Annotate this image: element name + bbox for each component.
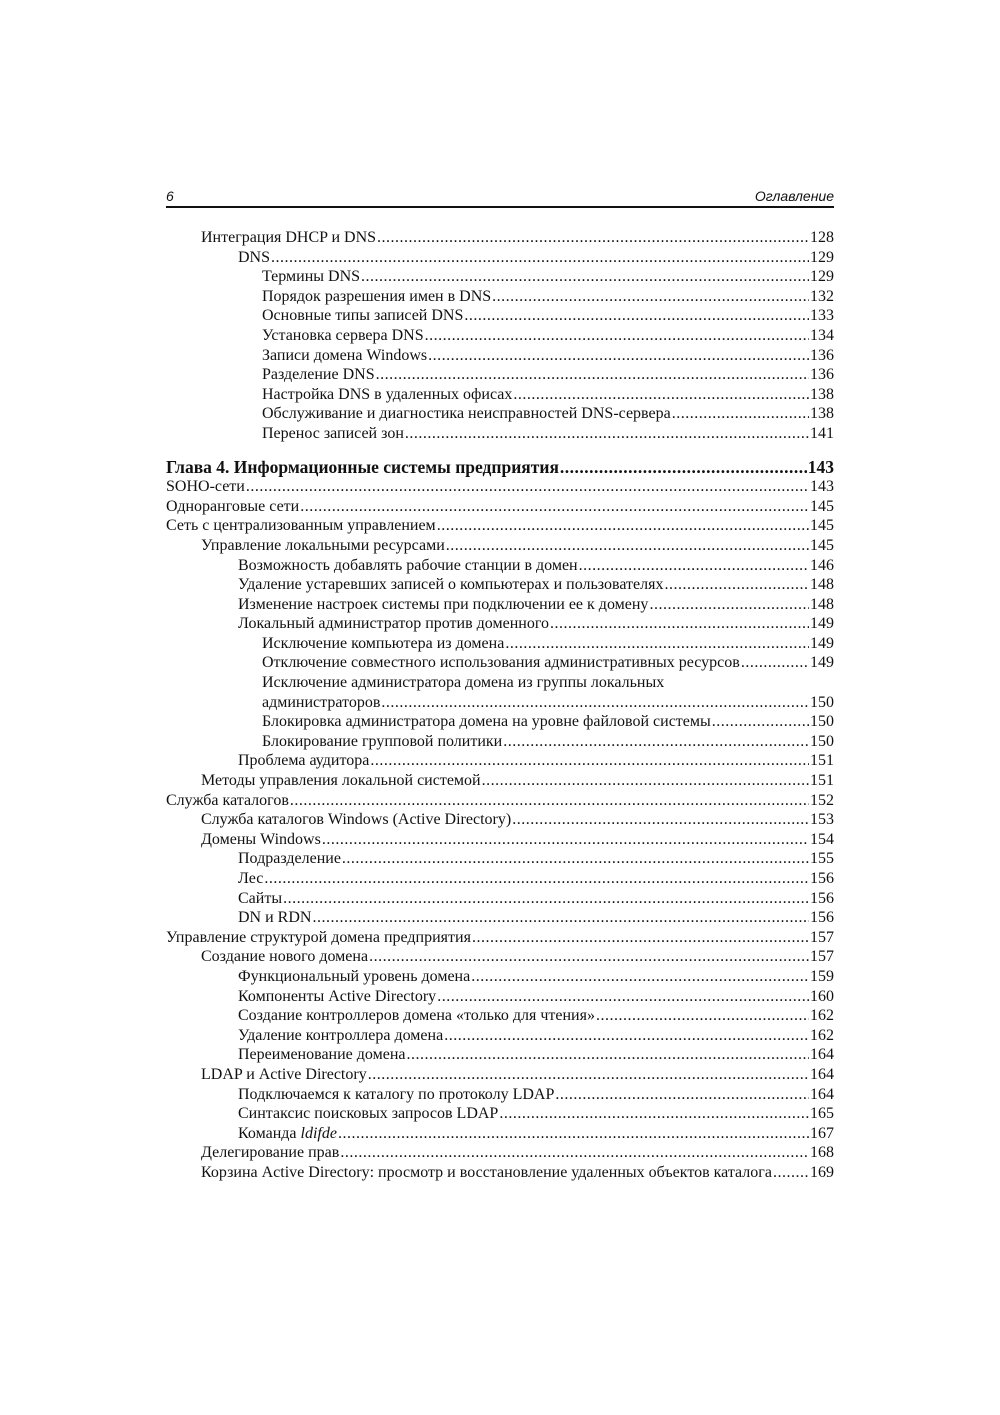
toc-entry-page: 156 [810,889,834,907]
toc-entry-title-text: Удаление устаревших записей о компьютерах и пользователях [238,576,664,594]
dot-leader [361,267,809,287]
toc-entry[interactable] [166,1045,834,1065]
toc-entry-page: 164 [810,1065,834,1083]
dot-leader [444,1026,809,1046]
toc-entry-title [238,1085,554,1105]
dot-leader [338,1124,809,1144]
toc-entry-page: 152 [810,791,834,809]
toc-entry-title-text: SOHO-сети [166,478,245,496]
toc-entry[interactable] [166,1143,834,1163]
toc-entry[interactable] [166,1006,834,1026]
toc-entry-title [262,693,380,713]
toc-entry-page: 162 [810,1007,834,1025]
toc-entry[interactable] [166,306,834,326]
toc-entry-title [238,1045,406,1065]
toc-entry-title-text: Термины DNS [262,268,361,286]
toc-entry[interactable] [166,987,834,1007]
toc-entry-title [238,575,663,595]
dot-leader [482,771,809,791]
toc-entry-title-text: Сайты [238,889,283,907]
toc-entry-title [238,751,369,771]
dot-leader [596,1006,809,1026]
toc-entry[interactable] [166,869,834,889]
dot-leader [555,1085,809,1105]
toc-entry[interactable] [166,575,834,595]
dot-leader [370,751,809,771]
toc-entry-first-line [166,673,834,693]
toc-entry-title-text: DNS [238,248,271,266]
toc-entry-title-text: Основные типы записей DNS [262,307,464,325]
dot-leader [672,404,809,424]
toc-entry-title [238,908,311,928]
toc-entry-page: 136 [810,366,834,384]
toc-entry[interactable] [166,732,834,752]
toc-entry-title [201,536,445,556]
toc-entry[interactable] [166,424,834,444]
dot-leader [505,634,809,654]
dot-leader [550,614,809,634]
toc-entry-page: 151 [810,752,834,770]
toc-entry[interactable] [166,1104,834,1124]
toc-entry[interactable] [166,771,834,791]
dot-leader [464,306,809,326]
toc-entry-title-text: Настройка DNS в удаленных офисах [262,385,513,403]
running-header [166,187,834,207]
toc-entry-page: 153 [810,811,834,829]
dot-leader [512,810,809,830]
toc-entry-title-text: Изменение настроек системы при подключении ее к домену [238,595,649,613]
dot-leader [471,967,809,987]
toc-entry-title-text: администраторов [262,693,381,711]
toc-entry-page: 146 [810,556,834,574]
toc-entry-title-text: Перенос записей зон [262,424,404,442]
toc-entry-page: 164 [810,1046,834,1064]
toc-entry-title-text: Исключение компьютера из домена [262,634,505,652]
toc-entry-page: 165 [810,1105,834,1123]
toc-entry[interactable] [166,849,834,869]
toc-entry[interactable] [166,404,834,424]
toc-entry-title-text: Локальный администратор против доменного [238,615,550,633]
dot-leader [377,228,809,248]
toc-entry-title [166,477,245,497]
toc-chapter-entry[interactable] [166,458,834,478]
dot-leader [437,987,809,1007]
toc-entry-title [201,771,481,791]
toc-entry-title [262,365,375,385]
dot-leader [446,536,809,556]
toc-entry-title [238,869,263,889]
toc-entry[interactable] [166,1065,834,1085]
dot-leader [428,346,809,366]
toc-entry-page: 160 [810,987,834,1005]
toc-entry-title-text: Функциональный уровень домена [238,967,471,985]
dot-leader [579,556,809,576]
toc-entry-title-text: Глава 4. Информационные системы предприятия [166,456,559,477]
dot-leader [300,497,809,517]
dot-leader [425,326,809,346]
toc-entry-title [166,791,289,811]
toc-entry-page: 151 [810,772,834,790]
dot-leader [368,1065,809,1085]
toc-entry-page: 145 [810,497,834,515]
toc-entry-title-text: Служба каталогов [166,791,289,809]
toc-entry-title-text: Установка сервера DNS [262,326,424,344]
header-rule [166,206,834,208]
toc-entry-page: 148 [810,576,834,594]
toc-entry-title-text: Блокирование групповой политики [262,732,503,750]
toc-entry[interactable] [166,908,834,928]
dot-leader [503,732,809,752]
toc-entry-page: 156 [810,909,834,927]
toc-entry-title-text: Интеграция DHCP и DNS [201,229,377,246]
dot-leader [664,575,809,595]
toc-entry-title [238,849,341,869]
toc-entry-page: 150 [810,732,834,750]
dot-leader [312,908,809,928]
toc-entry-title-text: Возможность добавлять рабочие станции в домен [238,556,578,574]
toc-entry-title [262,653,740,673]
toc-entry-page: 149 [810,654,834,672]
toc-entry[interactable] [166,1085,834,1105]
running-title: Оглавление [754,188,834,204]
toc-entry-title [262,634,504,654]
dot-leader [712,712,809,732]
toc-entry-title [262,326,424,346]
dot-leader [499,1104,809,1124]
toc-entry-page: 164 [810,1085,834,1103]
toc-entry-title-text: Блокировка администратора домена на уровне файловой системы [262,713,711,731]
toc-entry[interactable] [166,751,834,771]
toc-entry-page: 145 [810,517,834,535]
toc-entry-title-text: Служба каталогов Windows (Active Directory) [201,811,512,829]
toc-entry-page: 150 [810,693,834,711]
toc-entry-title-text: Команда [238,1124,301,1142]
toc-entry[interactable] [166,267,834,287]
toc-entry[interactable] [166,385,834,405]
toc-entry-title [166,928,471,948]
toc-entry-page: 156 [810,870,834,887]
dot-leader [513,385,809,405]
toc-entry-page: 157 [810,928,834,946]
toc-entry-title [166,497,299,517]
toc-entry-page: 159 [810,967,834,985]
dot-leader [437,516,809,536]
dot-leader [340,1143,809,1163]
dot-leader [376,365,809,385]
toc-entry[interactable] [166,693,834,713]
toc-entry-title [238,595,648,615]
toc-entry[interactable] [166,947,834,967]
toc-entry[interactable] [166,712,834,732]
toc-entry-page: 128 [810,229,834,246]
toc-entry-title-text: Подключаемся к каталогу по протоколу LDAP [238,1085,555,1103]
dot-leader [773,1163,809,1183]
toc-entry[interactable] [166,1026,834,1046]
toc-entry-title [201,1163,772,1183]
dot-leader [381,693,809,713]
toc-entry[interactable] [166,536,834,556]
toc-entry-title-text: Сеть с централизованным управлением [166,517,436,535]
toc-entry-page: 149 [810,615,834,633]
toc-entry[interactable] [166,477,834,497]
toc-entry[interactable] [166,634,834,654]
toc-entry-title-text: Проблема аудитора [238,752,370,770]
toc-entry-title [201,947,368,967]
toc-entry-title-text: Записи домена Windows [262,346,428,364]
toc-entry[interactable] [166,830,834,850]
toc-entry-title-text: Управление локальными ресурсами [201,536,445,554]
toc-entry-title [238,987,436,1007]
toc-entry[interactable] [166,516,834,536]
dot-leader [264,869,809,889]
toc-entry-title-text: Одноранговые сети [166,497,300,515]
dot-leader [271,248,809,268]
toc-entry-title [238,1104,498,1124]
toc-entry-page: 136 [810,346,834,364]
toc-entry-title [238,248,270,268]
toc-entry-title [238,1124,337,1144]
toc-entry[interactable] [166,614,834,634]
toc-entry[interactable] [166,497,834,517]
dot-leader [472,928,809,948]
toc-entry-title [238,614,549,634]
toc-entry[interactable] [166,1163,834,1183]
toc-entry-title-italic: ldifde [300,1124,337,1142]
toc-entry-title [262,404,671,424]
toc-entry-title [238,1026,443,1046]
toc-entry-page: 155 [810,850,834,868]
toc-entry-page: 145 [810,536,834,554]
toc-entry-title-text: Порядок разрешения имен в DNS [262,287,492,305]
toc-entry-page: 169 [810,1163,834,1181]
dot-leader [741,653,809,673]
toc-entry-title-text: LDAP и Active Directory [201,1065,367,1083]
toc-entry-title-text: Лес [238,870,264,887]
toc-entry-page: 154 [810,830,834,848]
toc-entry-title-text: Удаление контроллера домена [238,1026,444,1044]
toc-entry-title-text: Отключение совместного использования административных ресурсов [262,654,740,672]
toc-entry[interactable] [166,248,834,268]
toc-entry-title-text: Делегирование прав [201,1144,340,1162]
toc-entry-page: 167 [810,1124,834,1142]
toc-entry-page: 148 [810,595,834,613]
dot-leader [322,830,809,850]
toc-entry[interactable] [166,556,834,576]
toc-entry-title-text: Управление структурой домена предприятия [166,928,471,946]
dot-leader [492,287,809,307]
toc-entry-title [262,346,427,366]
toc-entry-page: 149 [810,634,834,652]
dot-leader [283,889,809,909]
toc-entry-page: 134 [810,326,834,344]
toc-entry-title-text: Создание нового домена [201,948,369,966]
toc-entry-title-text: Домены Windows [201,830,321,848]
toc-entry[interactable] [166,287,834,307]
toc-entry-title [262,267,360,287]
toc-entry-page: 141 [810,424,834,442]
toc-entry[interactable] [166,595,834,615]
toc-entry-title-text: Методы управления локальной системой [201,772,481,790]
toc-entry-title [166,458,559,478]
toc-entry-title [166,516,436,536]
toc-entry-title [238,889,282,909]
dot-leader [342,849,809,869]
toc-entry-page: 133 [810,307,834,325]
toc-entry[interactable] [166,967,834,987]
toc-entry-title [262,424,404,444]
toc-entry-page: 157 [810,948,834,966]
dot-leader [649,595,809,615]
toc-entry-title-text: Корзина Active Directory: просмотр и восстановление удаленных объектов каталога [201,1163,772,1181]
toc-entry-page: 132 [810,287,834,305]
toc-entry-page: 138 [810,385,834,403]
toc-entry-page: 168 [810,1144,834,1162]
toc-entry-title-text: Разделение DNS [262,366,375,384]
toc-entry-page: 143 [810,478,834,496]
toc-entry-title-text: Синтаксис поисковых запросов LDAP [238,1105,499,1123]
toc-entry-title [262,712,711,732]
toc-entry[interactable] [166,346,834,366]
toc-entry-title [201,1143,339,1163]
toc-entry-title [262,385,512,405]
toc-entry-title [201,830,321,850]
toc-entry[interactable] [166,889,834,909]
toc-entry-title-text: DN и RDN [238,909,312,927]
toc-entry[interactable] [166,791,834,811]
toc-entry-title [238,1006,595,1026]
toc-entry-title [262,306,463,326]
dot-leader [560,458,807,478]
toc-entry-title [262,732,502,752]
toc-entry-title-text: Обслуживание и диагностика неисправностей DNS-сервера [262,405,671,423]
dot-leader [246,477,809,497]
toc-entry-page: 162 [810,1026,834,1044]
toc-entry-title [238,556,578,576]
toc-entry-title [201,228,376,248]
page-number: 6 [166,188,174,204]
toc-entry[interactable] [166,1124,834,1144]
dot-leader [369,947,809,967]
table-of-contents [166,228,834,1183]
toc-entry-title: Исключение администратора домена из группы локальных [262,674,665,692]
toc-entry-title [201,810,511,830]
dot-leader [290,791,809,811]
toc-entry[interactable] [166,365,834,385]
toc-entry[interactable] [166,653,834,673]
toc-entry[interactable] [166,326,834,346]
toc-entry-title-text: Компоненты Active Directory [238,987,437,1005]
toc-entry-title [201,1065,367,1085]
dot-leader [407,1045,809,1065]
toc-entry[interactable] [166,228,834,248]
dot-leader [405,424,809,444]
toc-entry-title-text: Переименование домена [238,1046,406,1064]
toc-entry-page: 143 [807,456,834,477]
toc-entry-page: 138 [810,405,834,423]
toc-entry[interactable] [166,810,834,830]
toc-entry-page: 129 [810,268,834,286]
toc-entry-title-text: Создание контроллеров домена «только для чтения» [238,1007,595,1025]
toc-entry-page: 150 [810,713,834,731]
toc-entry-title-text: Подразделение [238,850,341,868]
toc-entry[interactable] [166,928,834,948]
toc-entry-title [238,967,470,987]
toc-entry-page: 129 [810,248,834,266]
toc-entry-title [262,287,491,307]
